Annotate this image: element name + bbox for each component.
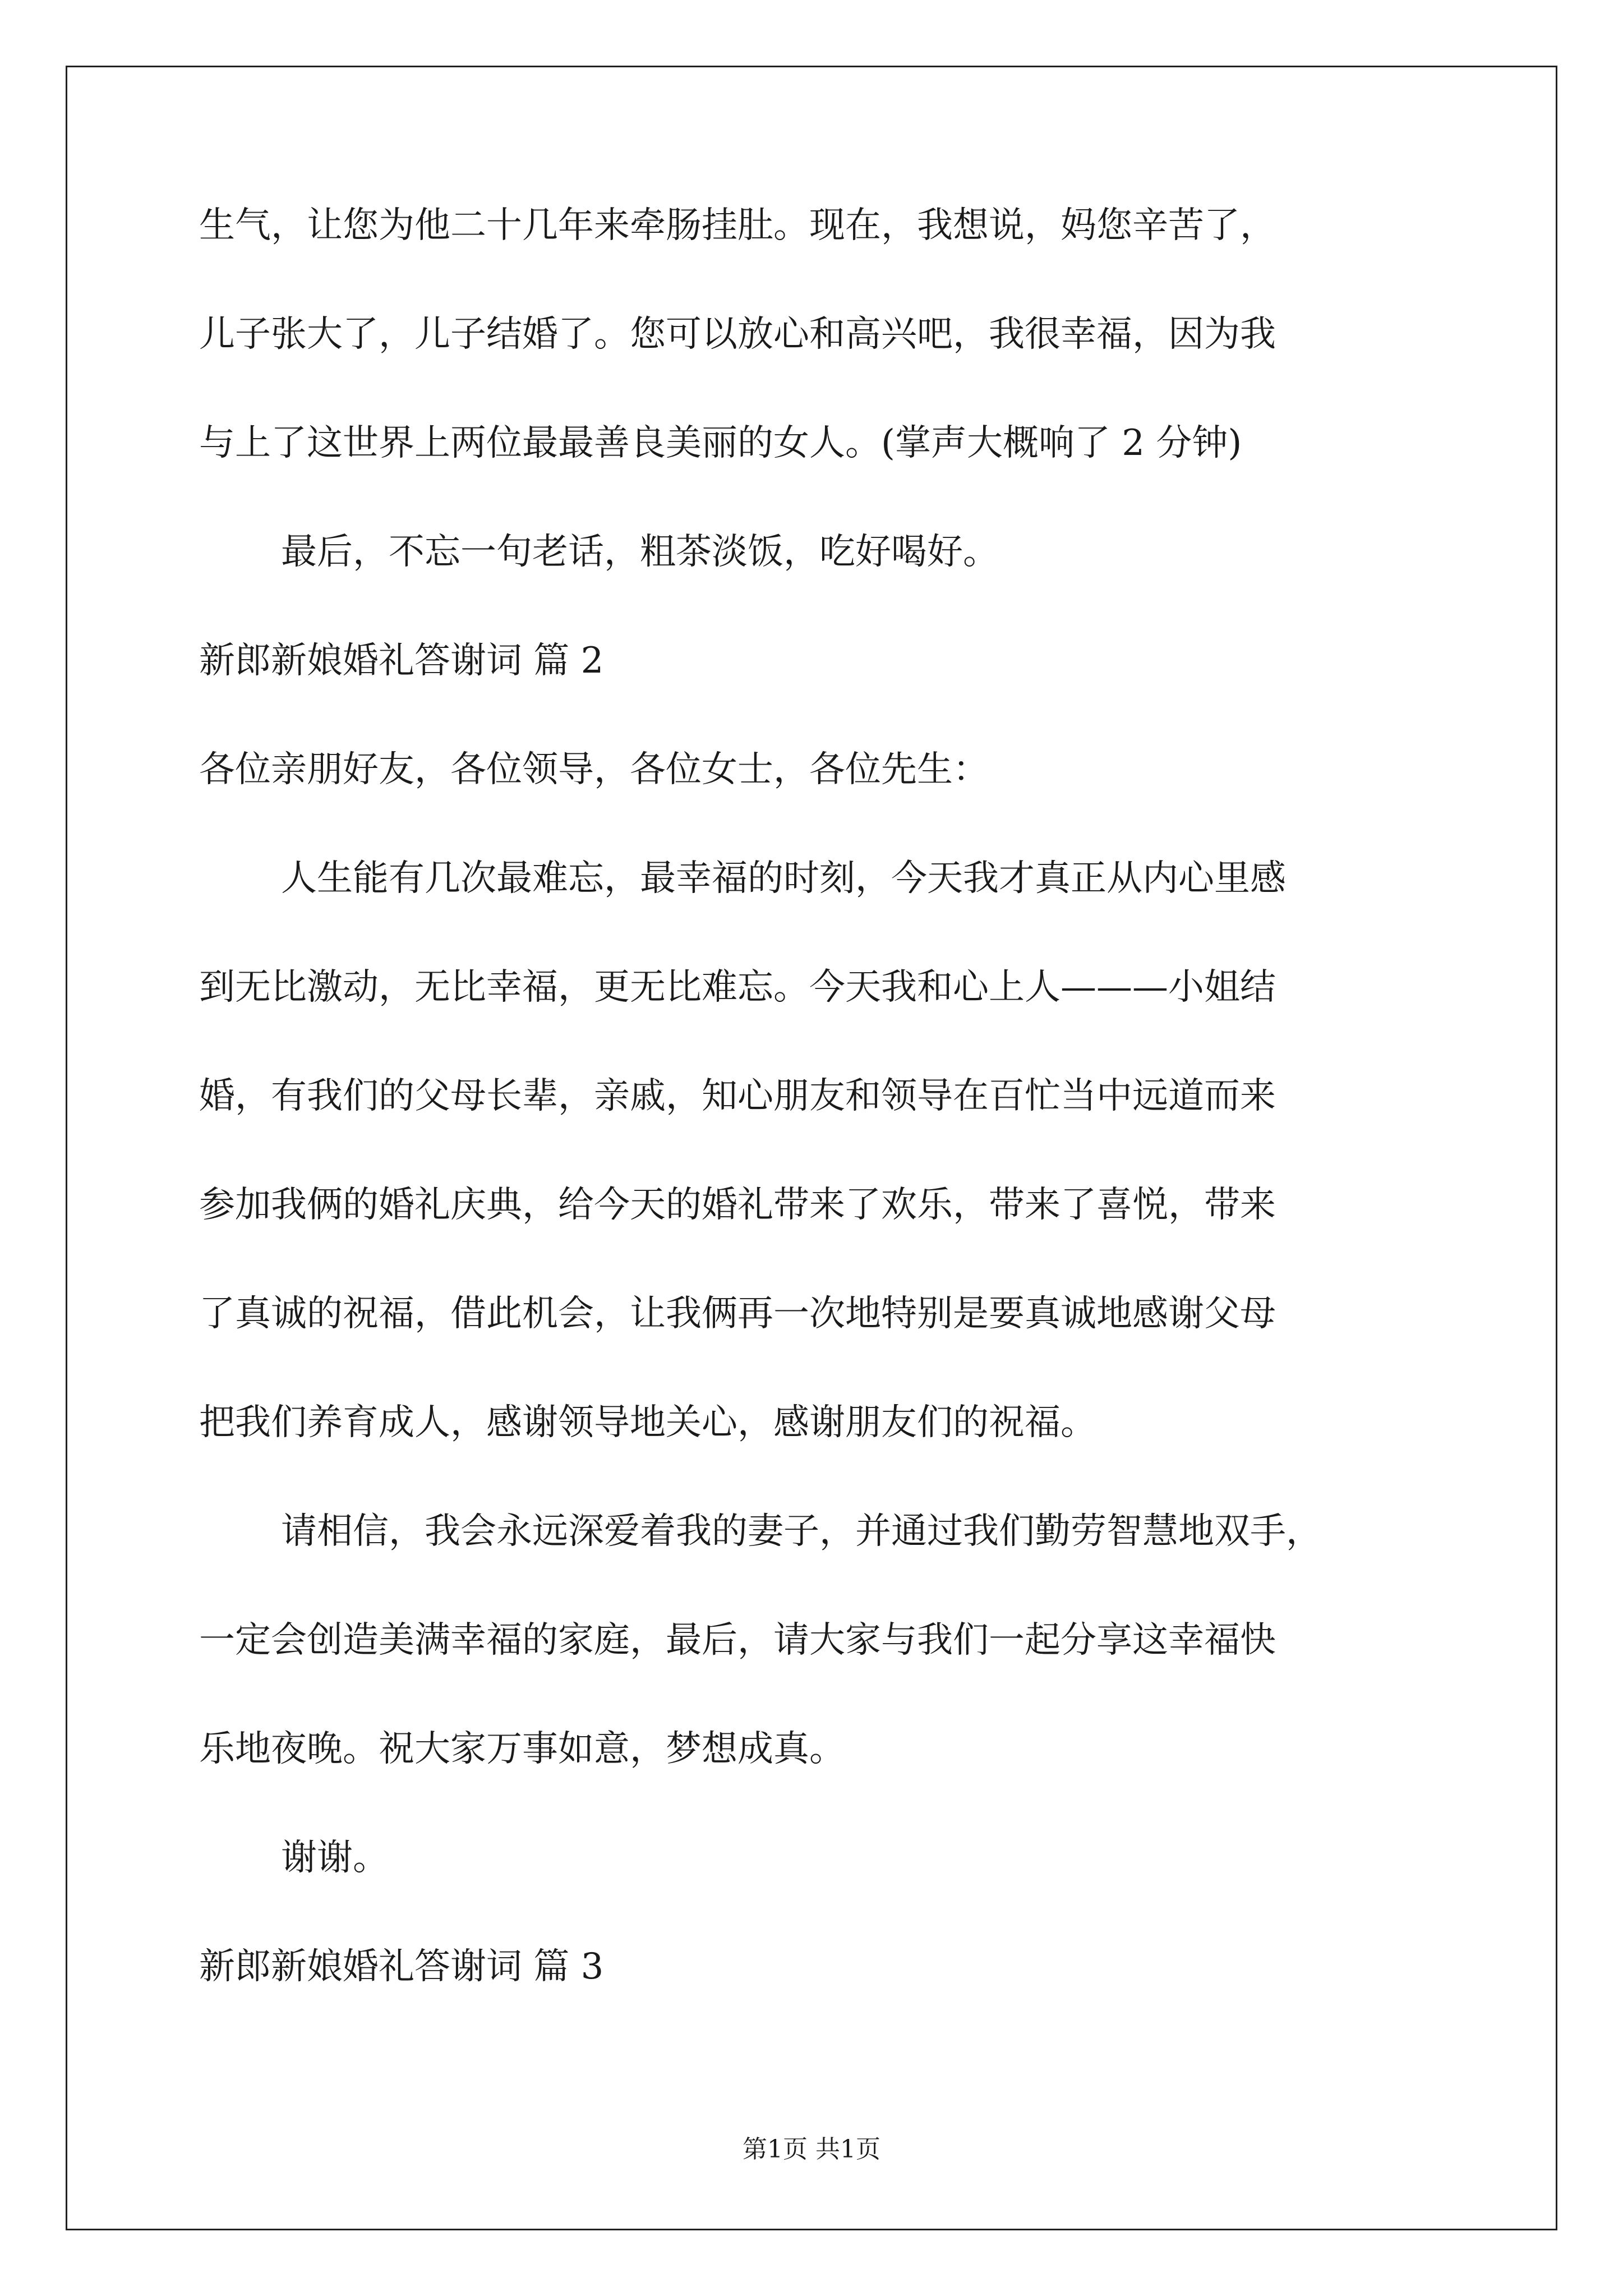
page-footer: 第1页 共1页: [743, 2135, 880, 2164]
salutation-line: 各位亲朋好友，各位领导，各位女士，各位先生：: [199, 749, 989, 790]
page-frame: [66, 66, 1557, 2230]
paragraph-line: 乐地夜晚。祝大家万事如意，梦想成真。: [199, 1728, 845, 1770]
paragraph-line: 到无比激动，无比幸福，更无比难忘。今天我和心上人———小姐结: [199, 967, 1276, 1008]
paragraph-line: 最后，不忘一句老话，粗茶淡饭，吃好喝好。: [281, 531, 999, 573]
paragraph-line: 把我们养育成人，感谢领导地关心，感谢朋友们的祝福。: [199, 1402, 1096, 1443]
paragraph-line: 与上了这世界上两位最最善良美丽的女人。(掌声大概响了 2 分钟): [199, 422, 1242, 464]
paragraph-line: 一定会创造美满幸福的家庭，最后，请大家与我们一起分享这幸福快: [199, 1619, 1276, 1661]
paragraph-line: 请相信，我会永远深爱着我的妻子，并通过我们勤劳智慧地双手，: [281, 1511, 1322, 1552]
paragraph-line: 婚，有我们的父母长辈，亲戚，知心朋友和领导在百忙当中远道而来: [199, 1075, 1276, 1117]
paragraph-line: 了真诚的祝福，借此机会，让我俩再一次地特别是要真诚地感谢父母: [199, 1293, 1276, 1335]
paragraph-line: 参加我俩的婚礼庆典，给今天的婚礼带来了欢乐，带来了喜悦，带来: [199, 1184, 1276, 1226]
paragraph-line: 谢谢。: [281, 1837, 389, 1879]
section-heading: 新郎新娘婚礼答谢词 篇 3: [199, 1946, 604, 1987]
paragraph-line: 人生能有几次最难忘，最幸福的时刻，今天我才真正从内心里感: [281, 858, 1286, 899]
paragraph-line: 生气，让您为他二十几年来牵肠挂肚。现在，我想说，妈您辛苦了，: [199, 205, 1276, 246]
section-heading: 新郎新娘婚礼答谢词 篇 2: [199, 640, 604, 682]
paragraph-line: 儿子张大了，儿子结婚了。您可以放心和高兴吧，我很幸福，因为我: [199, 314, 1276, 355]
